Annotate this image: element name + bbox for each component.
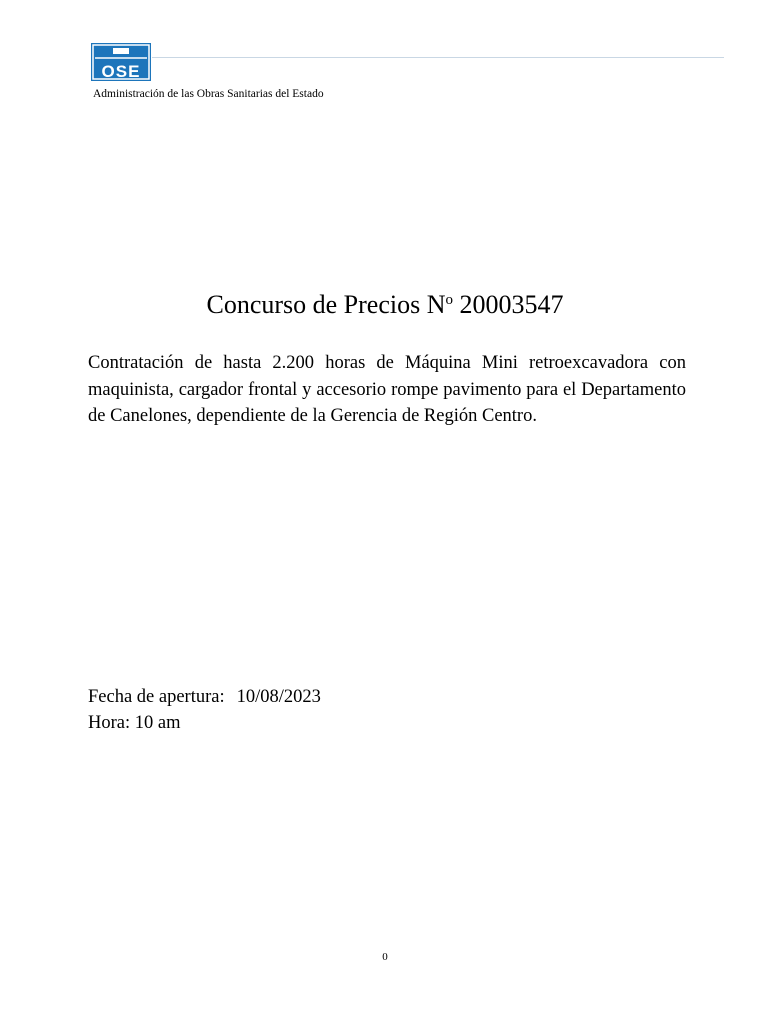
opening-label: Fecha de apertura:	[88, 687, 225, 707]
page-number: 0	[382, 951, 388, 963]
document-title	[0, 290, 770, 320]
opening-date	[88, 687, 321, 708]
opening-date-value: 10/08/2023	[236, 687, 321, 707]
agency-name: Administración de las Obras Sanitarias del Estado	[93, 88, 324, 100]
title-ordinal: o	[445, 292, 453, 308]
logo-text: OSE	[101, 62, 141, 81]
contract-description: Contratación de hasta 2.200 horas de Máquina Mini retroexcavadora con maquinista, cargador frontal y accesorio rompe pavimento para el Departamento de Canelones, dependiente de la Gerencia de Región Centro.	[88, 353, 686, 426]
ose-logo	[91, 43, 151, 81]
title-number: 20003547	[459, 290, 564, 319]
header-rule	[152, 57, 724, 58]
opening-hour: Hora: 10 am	[88, 713, 181, 733]
title-prefix: Concurso de Precios N	[206, 290, 446, 319]
